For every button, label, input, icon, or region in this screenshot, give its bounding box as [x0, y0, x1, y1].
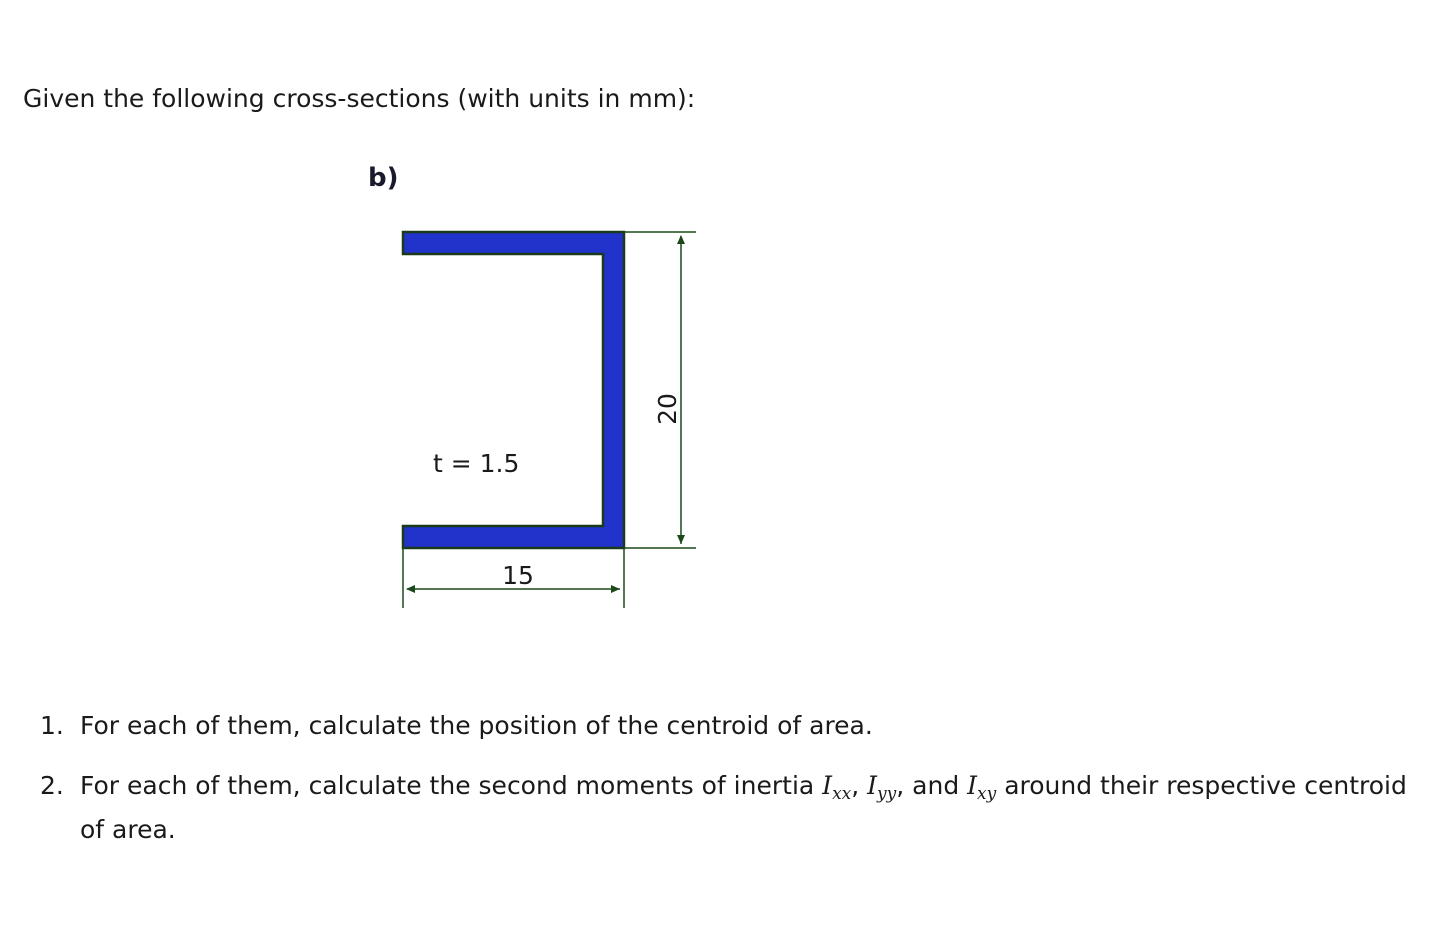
- task-item-1: [40, 708, 1430, 744]
- task-text-after: around their respective centroid of area.: [80, 771, 1407, 844]
- ixy-symbol: $I_{xy}$: [967, 771, 997, 804]
- height-dimension-label: 20: [653, 393, 682, 425]
- thickness-label: t = 1.5: [433, 449, 520, 478]
- iyy-symbol: $I_{yy}$: [867, 771, 897, 804]
- task-number: 2.: [40, 771, 64, 800]
- intro-text: Given the following cross-sections (with units in mm):: [23, 84, 696, 113]
- separator: ,: [851, 771, 860, 800]
- separator: , and: [896, 771, 960, 800]
- width-dimension-label: 15: [502, 561, 534, 590]
- ixx-symbol: $I_{xx}$: [822, 771, 852, 804]
- task-text-before: For each of them, calculate the second moments of inertia: [80, 771, 815, 800]
- task-list: [40, 708, 1430, 872]
- task-item-2: [40, 768, 1430, 848]
- task-number: 1.: [40, 711, 64, 740]
- channel-section-shape: [403, 232, 624, 548]
- task-text: For each of them, calculate the position of the centroid of area.: [80, 711, 873, 740]
- figure-label: b): [368, 163, 399, 193]
